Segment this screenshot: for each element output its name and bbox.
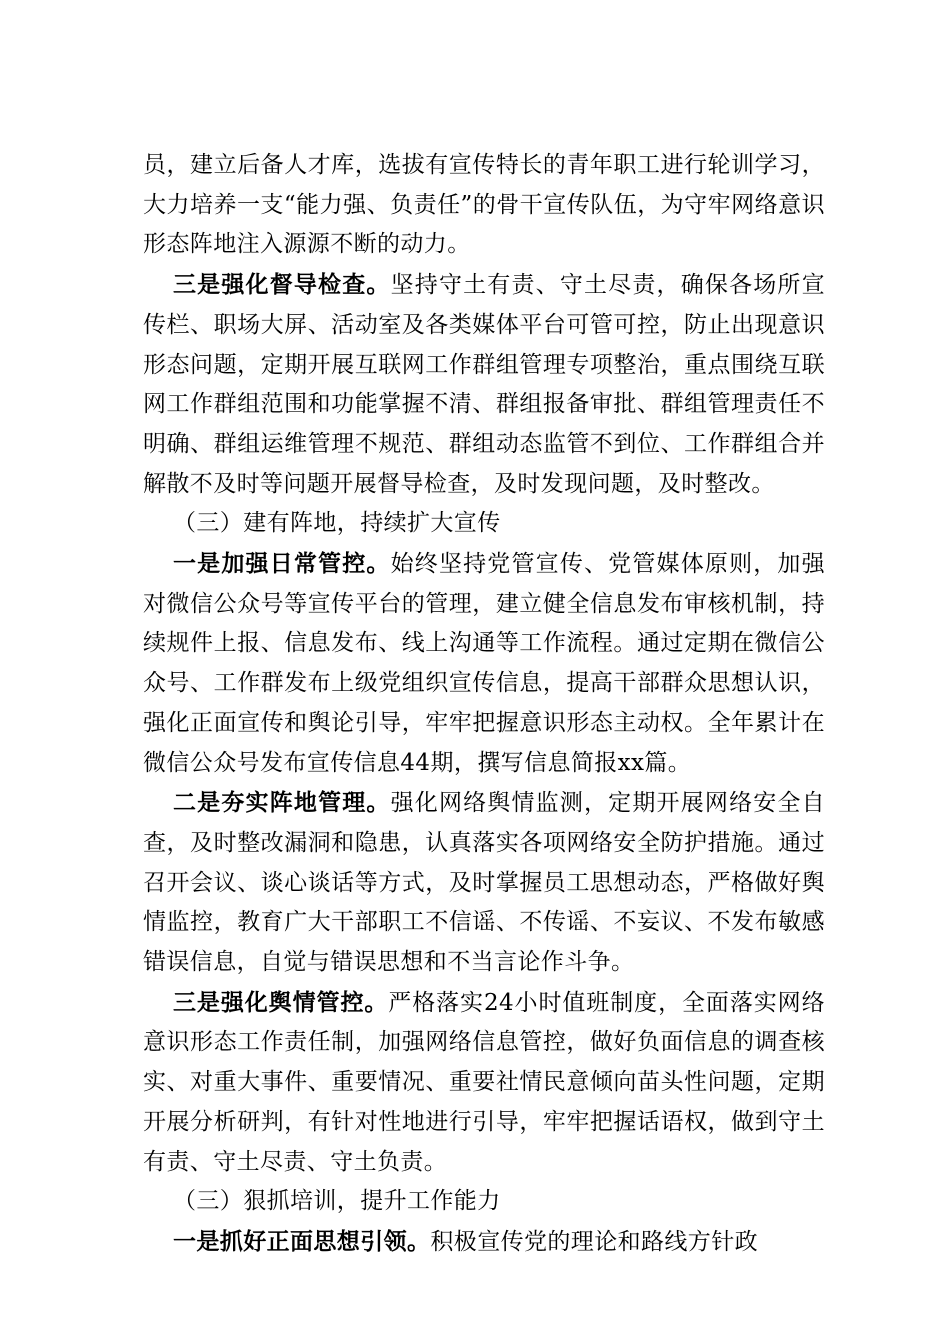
paragraph-position-management	[143, 783, 825, 983]
section-heading-training: （三）狠抓培训，提升工作能力	[173, 1188, 501, 1215]
paragraph-guidance	[143, 1222, 825, 1263]
paragraph-opinion-control	[143, 983, 825, 1183]
paragraph-lead: 三是强化舆情管控。	[173, 988, 389, 1016]
paragraph-text: 始终坚持党管宣传、党管媒体原则，加强对微信公众号等宣传平台的管理，建立健全信息发布审核机制，持续规件上报、信息发布、线上沟通等工作流程。通过定期在微信公众号、工作群发布上级党组织宣传信息，提高干部群众思想认识，强化正面宣传和舆论引导，牢牢把握意识形态主动权。全年累计在微信公众号发布宣传信息44期，撰写信息简报xx篇。	[143, 551, 825, 776]
paragraph-lead: 三是强化督导检查。	[173, 271, 391, 299]
section-heading-position: （三）建有阵地，持续扩大宣传	[173, 510, 501, 537]
document-page	[143, 146, 825, 1263]
paragraph-text: 积极宣传党的理论和路线方针政	[430, 1228, 759, 1255]
paragraph-talent-pool	[143, 146, 825, 265]
paragraph-text: 员，建立后备人才库，选拔有宣传特长的青年职工进行轮训学习，大力培养一支“能力强、负责任”的骨干宣传队伍，为守牢网络意识形态阵地注入源源不断的动力。	[143, 152, 825, 258]
paragraph-lead: 二是夯实阵地管理。	[173, 789, 391, 817]
paragraph-text: 强化网络舆情监测，定期开展网络安全自查，及时整改漏洞和隐患，认真落实各项网络安全防护措施。通过召开会议、谈心谈话等方式，及时掌握员工思想动态，严格做好舆情监控，教育广大干部职工不信谣、不传谣、不妄议、不发布敏感错误信息，自觉与错误思想和不当言论作斗争。	[143, 790, 825, 976]
paragraph-text: 严格落实24小时值班制度，全面落实网络意识形态工作责任制，加强网络信息管控，做好负面信息的调查核实、对重大事件、重要情况、重要社情民意倾向苗头性问题，定期开展分析研判，有针对性地进行引导，牢牢把握话语权，做到守土有责、守土尽责、守土负责。	[143, 989, 825, 1175]
paragraph-daily-control	[143, 544, 825, 783]
paragraph-text: 坚持守土有责、守土尽责，确保各场所宣传栏、职场大屏、活动室及各类媒体平台可管可控，防止出现意识形态问题，定期开展互联网工作群组管理专项整治，重点围绕互联网工作群组范围和功能掌握不清、群组报备审批、群组管理责任不明确、群组运维管理不规范、群组动态监管不到位、工作群组合并解散不及时等问题开展督导检查，及时发现问题，及时整改。	[143, 272, 825, 497]
paragraph-lead: 一是加强日常管控。	[173, 550, 391, 578]
paragraph-lead: 一是抓好正面思想引领。	[173, 1227, 431, 1255]
paragraph-supervision	[143, 265, 825, 504]
